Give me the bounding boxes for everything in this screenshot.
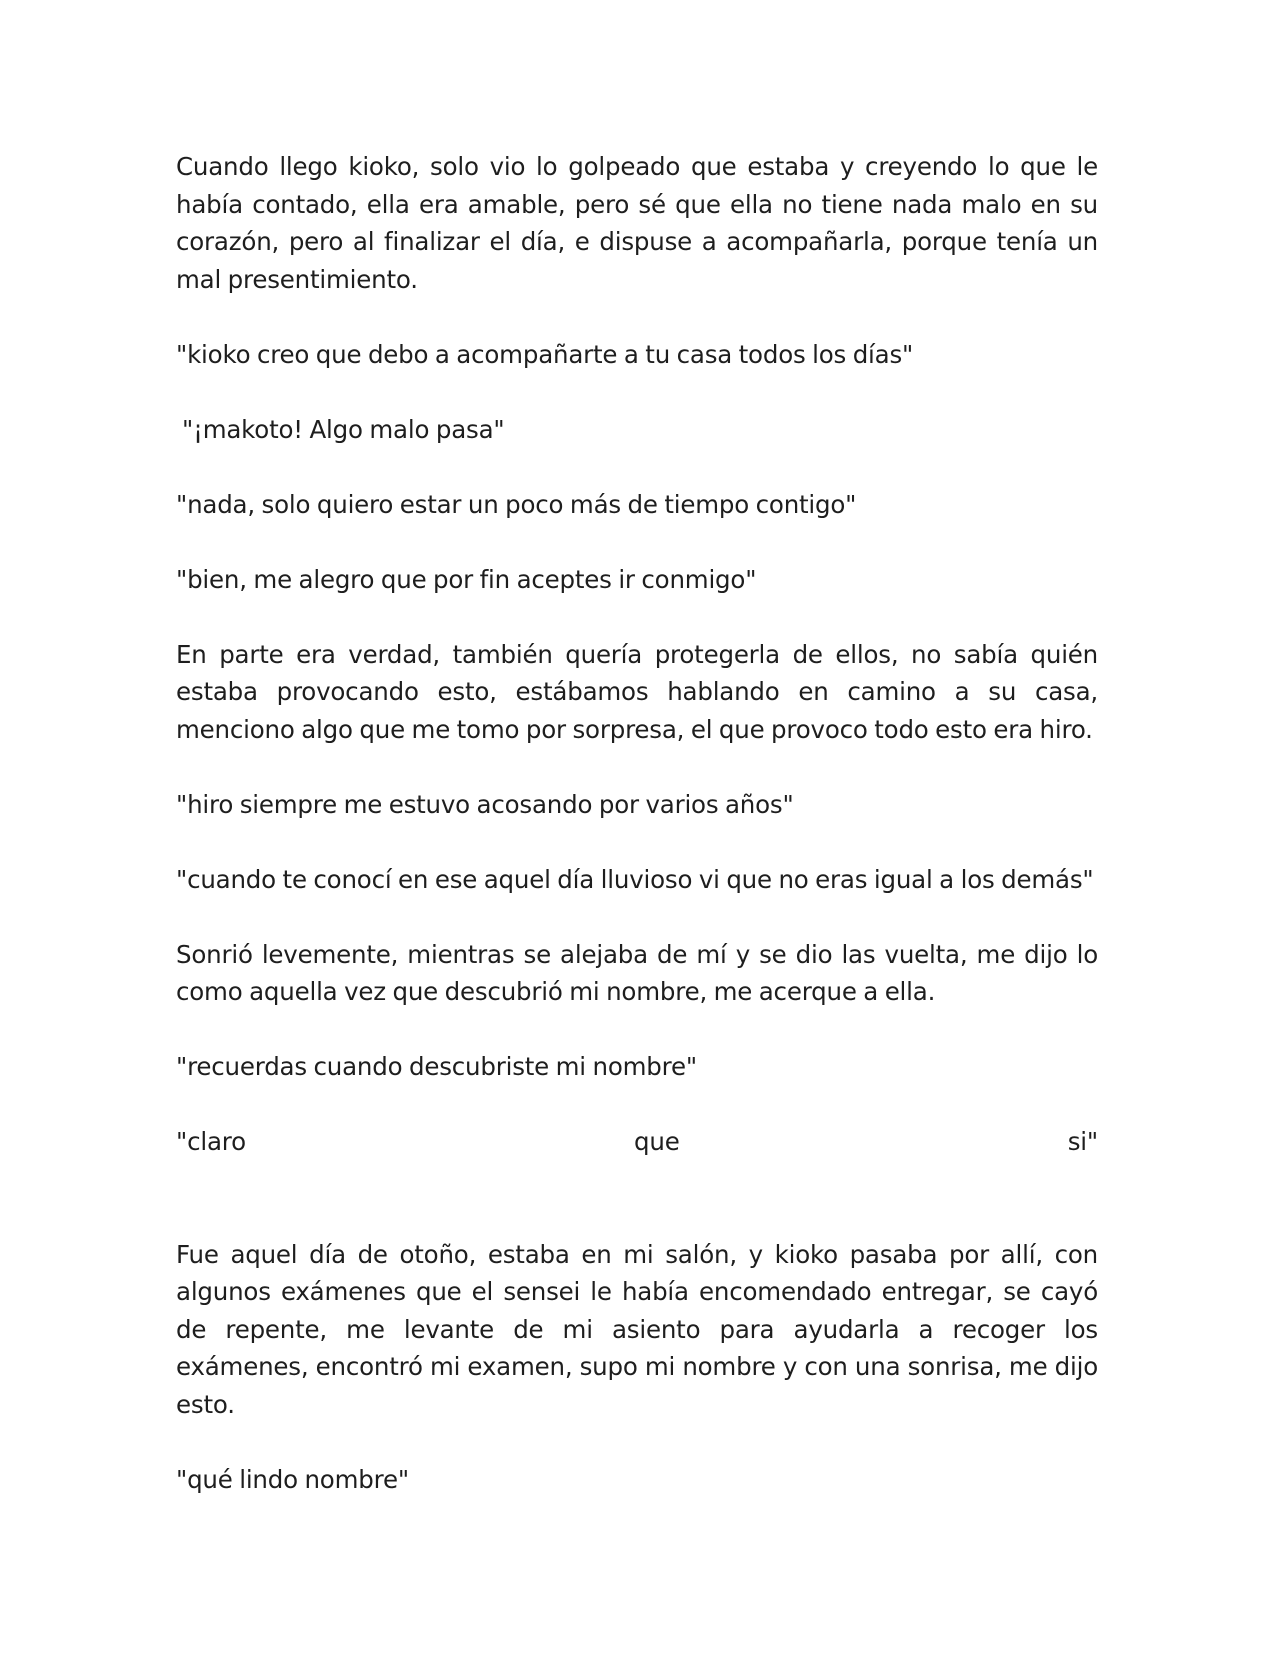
dialogue-line: "hiro siempre me estuvo acosando por varios años"	[176, 789, 794, 819]
paragraph: Sonrió levemente, mientras se alejaba de mí y se dio las vuelta, me dijo lo como aquella vez que descubrió mi nombre, me acerque a ella.	[176, 939, 1098, 1006]
dialogue-line: "¡makoto! Algo malo pasa"	[182, 414, 505, 444]
dialogue-word: que	[634, 1127, 680, 1156]
dialogue-line: "nada, solo quiero estar un poco más de tiempo contigo"	[176, 489, 857, 519]
document-page	[176, 148, 1098, 1536]
dialogue-line: "qué lindo nombre"	[176, 1464, 409, 1494]
paragraph: Cuando llego kioko, solo vio lo golpeado que estaba y creyendo lo que le había contado, ella era amable, pero sé que ella no tiene nada malo en su corazón, pero al finalizar el día, e dispuse a acompañarla, porque tenía un mal presentimiento.	[176, 152, 1098, 294]
blank-line	[176, 1198, 1098, 1236]
dialogue-word: si"	[1067, 1127, 1098, 1156]
dialogue-line: "cuando te conocí en ese aquel día lluvioso vi que no eras igual a los demás"	[176, 864, 1094, 894]
paragraph: Fue aquel día de otoño, estaba en mi salón, y kioko pasaba por allí, con algunos exámenes que el sensei le había encomendado entregar, se cayó de repente, me levante de mi asiento para ayudarla a recoger los exámenes, encontró mi examen, supo mi nombre y con una sonrisa, me dijo esto.	[176, 1239, 1098, 1419]
dialogue-line-justified	[176, 1123, 1098, 1161]
dialogue-line: "recuerdas cuando descubriste mi nombre"	[176, 1052, 697, 1081]
dialogue-line: "bien, me alegro que por fin aceptes ir conmigo"	[176, 564, 757, 594]
dialogue-line: "kioko creo que debo a acompañarte a tu casa todos los días"	[176, 339, 914, 369]
paragraph: En parte era verdad, también quería protegerla de ellos, no sabía quién estaba provocando esto, estábamos hablando en camino a su casa, menciono algo que me tomo por sorpresa, el que provoco todo esto era hiro.	[176, 639, 1098, 744]
dialogue-word: "claro	[176, 1127, 246, 1156]
